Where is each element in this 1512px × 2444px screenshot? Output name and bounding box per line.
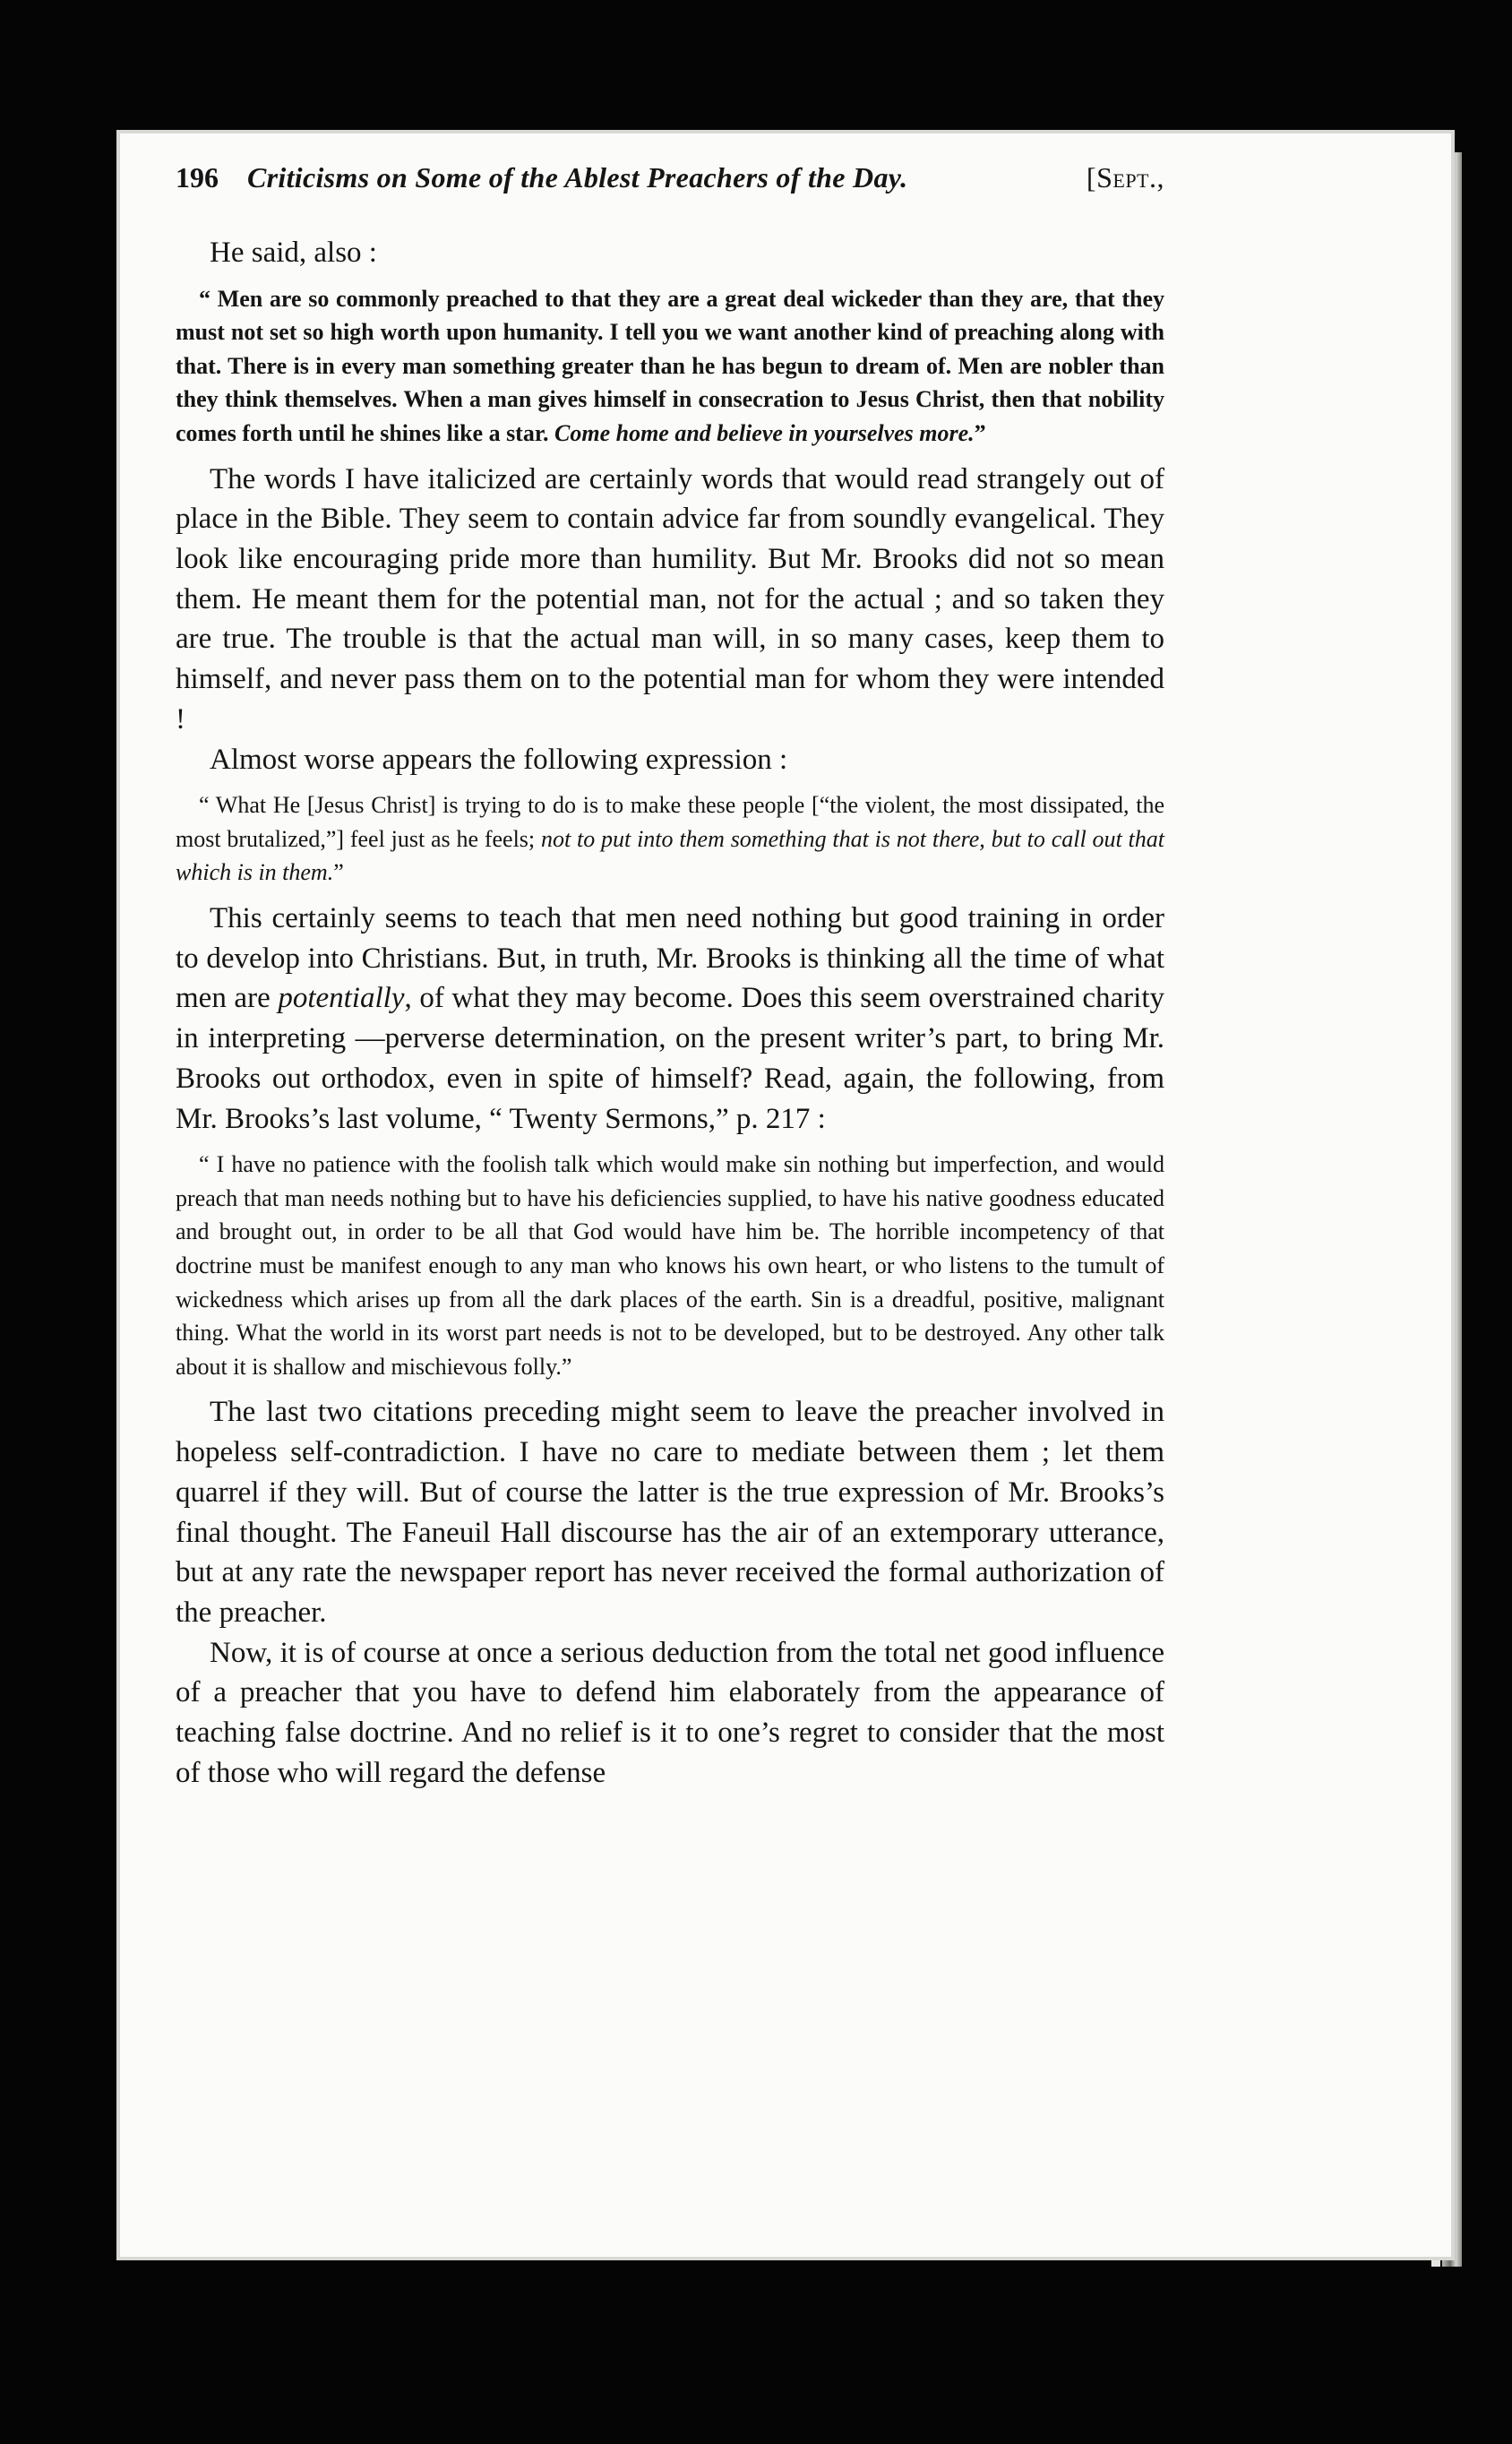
paragraph-citations: The last two citations preceding might seem to leave the preacher involved in hopeless self-contradiction. I have no care to mediate between them ; let them quarrel if they will. But of course the latter is the true expression of Mr. Brooks’s final thought. The Faneuil Hall discourse has the air of an extemporary utterance, but at any rate the newspaper report has never received the formal authorization of the preacher.: [176, 1396, 1164, 1629]
quote-italic: Come home and believe in yourselves more.: [554, 420, 975, 447]
paragraph-text: This certainly seems to teach that men need nothing but good training in order to develop into Christians. But, in truth, Mr. Brooks is thinking all the time of what men are: [176, 902, 1164, 1015]
quote-text: “ Men are so commonly preached to that they are a great deal wickeder than they are, that they must not set so high worth upon humanity. I tell you we want another kind of preaching along with that. There is in every man something greater than he has begun to dream of. Men are nobler than they think themselves. When a man gives himself in consecration to Jesus Christ, then that nobility comes forth until he shines like a star.: [176, 285, 1164, 447]
italic-word: potentially: [278, 982, 405, 1015]
quote-close: ”: [333, 859, 344, 886]
page-number: 196: [176, 161, 219, 194]
quote-italic: not to put into them something that is not there, but to call out that which is in them.: [176, 825, 1164, 886]
running-month: [Sept.,: [1086, 161, 1164, 194]
page-content: [176, 161, 1164, 1793]
quote-close: ”: [974, 420, 986, 447]
quote-text: “ What He [Jesus Christ] is trying to do is to make these people [“the violent, the most dissipated, the most brutalized,”] feel just as he feels;: [176, 792, 1164, 852]
quote-jesus-christ: [176, 788, 1164, 890]
paragraph-intro: He said, also :: [210, 237, 377, 269]
paragraph-deduction: Now, it is of course at once a serious deduction from the total net good influence of a preacher that you have to defend him elaborately from the appearance of teaching false doctrine. And no relief is it to one’s regret to consider that the most of those who will regard the defense: [176, 1636, 1164, 1789]
running-title: Criticisms on Some of the Ablest Preachers of the Day.: [247, 161, 908, 194]
paragraph-text: , of what they may become. Does this seem overstrained charity in interpreting —perverse determination, on the present writer’s part, to bring Mr. Brooks out orthodox, even in spite of himself? Read, again, the following, from Mr. Brooks’s last volume, “ Twenty Sermons,” p. 217 :: [176, 982, 1164, 1135]
quote-faneuil-hall: [176, 282, 1164, 451]
paragraph-good-training: [176, 899, 1164, 1139]
quote-twenty-sermons: “ I have no patience with the foolish talk which would make sin nothing but imperfection, and would preach that man needs nothing but to have his deficiencies supplied, to have his native goodness educated and brought out, in order to be all that God would have him be. The horrible incompetency of that doctrine must be manifest enough to any man who knows his own heart, or who listens to the tumult of wickedness which arises up from all the dark places of the earth. Sin is a dreadful, positive, malignant thing. What the world in its worst part needs is not to be developed, but to be destroyed. Any other talk about it is shallow and mischievous folly.”: [176, 1151, 1164, 1380]
paragraph-italicized-words: The words I have italicized are certainly words that would read strangely out of place in the Bible. They seem to contain advice far from soundly evangelical. They look like encouraging pride more than humility. But Mr. Brooks did not so mean them. He meant them for the potential man, not for the actual ; and so taken they are true. The trouble is that the actual man will, in so many cases, keep them to himself, and never pass them on to the potential man for whom they were intended !: [176, 462, 1164, 736]
paragraph-worse-expression: Almost worse appears the following expression :: [210, 743, 788, 776]
running-head: [176, 161, 1164, 197]
